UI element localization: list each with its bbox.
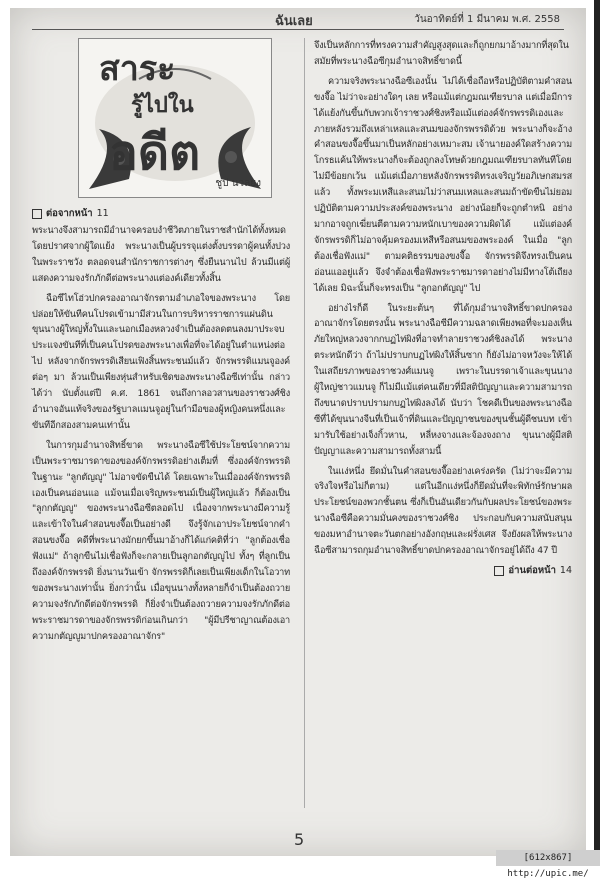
- publication-name: ฉันเลย: [275, 10, 313, 31]
- right-paragraph-4: ในแง่หนึ่ง ยึดมั่นในคำสอนขงจื๊ออย่างเคร่งครัด (ไม่ว่าจะมีความจริงใจหรือไม่ก็ตาม) แต่ในอีกแง่หนึ่งก็ยึดมั่นที่จะพิทักษ์รักษาผลประโยชน์ของพวกชั้นตน ซึ่งก็เป็นอันเดียวกันกับผลประโยชน์ของพระนางฉือซีคือความมั่นคงของราชวงศ์ชิง ประกอบกับความสนับสนุนของมหาอำนาจตะวันตกอย่างอังกฤษและฝรั่งเศส จึงยังผลให้พระนางฉือซีสามารถกุมอำนาจสิทธิ์ขาดปกครองอาณาจักรอยู่ได้ถึง 47 ปี: [314, 464, 572, 559]
- page-number: 5: [294, 830, 304, 849]
- issue-date: วันอาทิตย์ที่ 1 มีนาคม พ.ศ. 2558: [414, 12, 560, 27]
- right-paragraph-1: จึงเป็นหลักการที่ทรงความสำคัญสูงสุดและก็ถูกยกมาอ้างมากที่สุดในสมัยที่พระนางฉือซีกุมอำนาจสิทธิ์ขาดนี้: [314, 38, 572, 70]
- continued-from: [32, 206, 290, 221]
- banner-title-line3: อดีต: [109, 115, 200, 191]
- left-paragraph-1: พระนางจึงสามารถมีอำนาจครอบงำชีวิตภายในราชสำนักได้ทั้งหมดโดยปราศจากผู้ใดแย้ง พระนางเป็นผู้บรรจุแต่งตั้งบรรดาผู้คนทั้งปวงในพระราชวัง ตลอดจนสำนักราชการต่างๆ ซึ่งยืนนานไป ล้วนมีแต่ผู้แสดงความจงรักภักดีต่อพระนางแต่องค์เดียวทั้งสิ้น: [32, 223, 290, 287]
- continued-on-page: 14: [560, 565, 572, 576]
- scan-edge: [594, 0, 600, 866]
- banner-title-line1: สาระ: [99, 41, 175, 95]
- continued-on: [314, 563, 572, 578]
- image-host-credit: [612x867]: [496, 850, 600, 866]
- right-paragraph-2: ความจริงพระนางฉือซีเองนั้น ไม่ได้เชื่อถือหรือปฏิบัติตามคำสอนขงจื๊อ ไม่ว่าจะอย่างใดๆ เลย หรือแม้แต่กฎมณเฑียรบาล แต่เมื่อมีการได้แย้งกันขึ้นกับพวกเจ้าราชวงศ์ชิงหรือแม้แต่องค์จักรพรรดิเองและภายหลังรวมถึงเหล่าเหลและสนมของจักรพรรดิด้วย พระนางก็จะอ้างคำสอนขงจื๊อขึ้นมาเป็นหลักอย่างเหมาะสม เจ้านายองค์ใดสร้างความโกรธแค้นให้พระนางก็จะต้องถูกลงโทษด้วยกฎมณเฑียรบาลทันทีโดยไม่มีข้อยกเว้น แม้แต่เมื่อภายหลังจักรพรรดิทรงเจริญวัยอภิเษกสมรสแล้ว ทั้งพระมเหสีและสนมไม่ว่าสนมเหลและสนมถ้าขัดขืนไม่ยอมปฏิบัติตามความประสงค์ของพระนาง อย่างน้อยก็จะถูกตำหนิ อย่างมากอาจถูกเฆี่ยนตีตามความหนักเบาของความผิดได้ แม้แต่องค์จักรพรรดิก็ไม่อาจคุ้มครองมเหสีหรือสนมของพระองค์ ในเมื่อ "ลูกต้องเชื่อฟังแม่" ตามคติธรรมของขงจื๊อ จักรพรรดิจึงทรงเป็นคนอ่อนแออยู่แล้ว จึงจำต้องเชื่อฟังพระราชมารดาอย่างไม่มีทางโต้เถียงได้เลย มิฉะนั้นก็จะทรงเป็น "ลูกอกตัญญู" ไป: [314, 74, 572, 297]
- banner-title-line2: รู้ไปใน: [131, 87, 194, 122]
- left-paragraph-2: ฉือซีไทโฮ่วปกครองอาณาจักรตามอำเภอใจของพระนาง โดยปล่อยให้ขันทีคนโปรดเข้ามามีส่วนในการบริหารราชการแผ่นดิน ขุนนางผู้ใหญ่ทั้งในและนอกเมืองหลวงจำเป็นต้องลดตนลงมาประจบประแจงขันทีที่เป็นคนโปรดของพระนางเพื่อที่จะได้อยู่ในตำแหน่งต่อไป หลังจากจักรพรรดิเสียนเฟิงสิ้นพระชนม์แล้ว จักรพรรดิแมนจูองค์ต่อๆ มา ล้วนเป็นเพียงหุ่นสำหรับเชิดของพระนางฉือซีเท่านั้น กล่าวได้ว่า นับตั้งแต่ปี ค.ศ. 1861 จนถึงกาลอวสานของราชวงศ์ชิง อำนาจอันแท้จริงของรัฐบาลแมนจูอยู่ในกำมือของผู้หญิงคนหนึ่งและขันทีอีกสองสามคนเท่านั้น: [32, 291, 290, 434]
- column-divider: [304, 38, 305, 808]
- checkbox-square-icon: [494, 566, 504, 576]
- continued-on-label: อ่านต่อหน้า: [508, 563, 556, 578]
- continued-from-label: ต่อจากหน้า: [46, 206, 93, 221]
- continued-from-page: 11: [97, 208, 109, 219]
- header-rule: [32, 29, 564, 30]
- left-column: [32, 38, 290, 649]
- banner-author: ชูป นวลยง: [215, 176, 261, 191]
- right-column: [314, 38, 572, 580]
- right-paragraph-3: อย่างไรก็ดี ในระยะต้นๆ ที่ได้กุมอำนาจสิทธิ์ขาดปกครองอาณาจักรโดยตรงนั้น พระนางฉือซีมีความฉลาดเพียงพอที่จะมองเห็นภัยใหญ่หลวงจากกบฏไท่ผิงที่อาจทำลายราชวงศ์ชิงลงได้ พระนางตระหนักดีว่า ถ้าไม่ปราบกบฏไท่ผิงให้สิ้นซาก ก็ยังไม่อาจหวังจะให้ได้ในเสถียรภาพของราชวงศ์แมนจู เพราะในบรรดาเจ้าและขุนนางผู้ใหญ่ชาวแมนจู ก็ไม่มีแม้แต่คนเดียวที่มีสติปัญญาและความสามารถถึงขนาดปราบปรามกบฏไท่ผิงลงได้ นับว่า โชคดีเป็นของพระนางฉือซีที่ได้ขุนนางจีนที่เป็นเจ้าที่ดินและปัญญาชนของขุนชั้นผู้ดีชนบท เข้ามารับใช้อย่างเจ็งกิ้วหาน, หลี่หงจางและจ้องจงถาง ขุนนางผู้มีสติปัญญาและความสามารถทั้งสามนี้: [314, 301, 572, 460]
- page-header: [10, 8, 586, 30]
- left-paragraph-3: ในการกุมอำนาจสิทธิ์ขาด พระนางฉือซีใช้ประโยชน์จากความเป็นพระราชมารดาของของค์จักรพรรดิอย่างเต็มที่ ซึ่งองค์จักรพรรดิในฐานะ "ลูกตัญญู" ไม่อาจขัดขืนได้ โดยเฉพาะในเมื่อองค์จักรพรรดิเองเป็นคนอ่อนแอ แม้จนเมื่อเจริญพระชนม์เป็นผู้ใหญ่แล้ว ก็ต้องเป็น "ลูกกตัญญู" ของพระนางฉือซีตลอดไป เนื่องจากพระนางมีความรู้และเข้าใจในคำสอนขงจื๊อเป็นอย่างดี จึงรู้จักเอาประโยชน์จากคำสอนขงจื๊อ คดีที่พระนางมักยกขึ้นมาอ้างก็ได้แก่คติที่ว่า "ลูกต้องเชื่อฟังแม่" ถ้าลูกขืนไม่เชื่อฟังก็จะกลายเป็นลูกอกตัญญูไป ทั้งๆ ที่ลูกเป็นถึงองค์จักรพรรดิ ยิ่งนานวันเข้า จักรพรรดิก็เลยเป็นเพียงเด็กในโอวาทของพระนางเท่านั้น ยิ่งกว่านั้น เมื่อขุนนางทั้งหลายก็จำเป็นต้องถวายความจงรักภักดีต่อจักรพรรดิ ก็ยิ่งจำเป็นต้องถวายความจงรักภักดีต่อพระราชมารดาของจักรพรรดิก่อนเกินกว่า "ผู้มีปรีชาญาณต้องเอาความกตัญญูมาปกครองอาณาจักร": [32, 438, 290, 645]
- column-banner: [78, 38, 272, 198]
- newspaper-page: [10, 8, 586, 856]
- checkbox-square-icon: [32, 209, 42, 219]
